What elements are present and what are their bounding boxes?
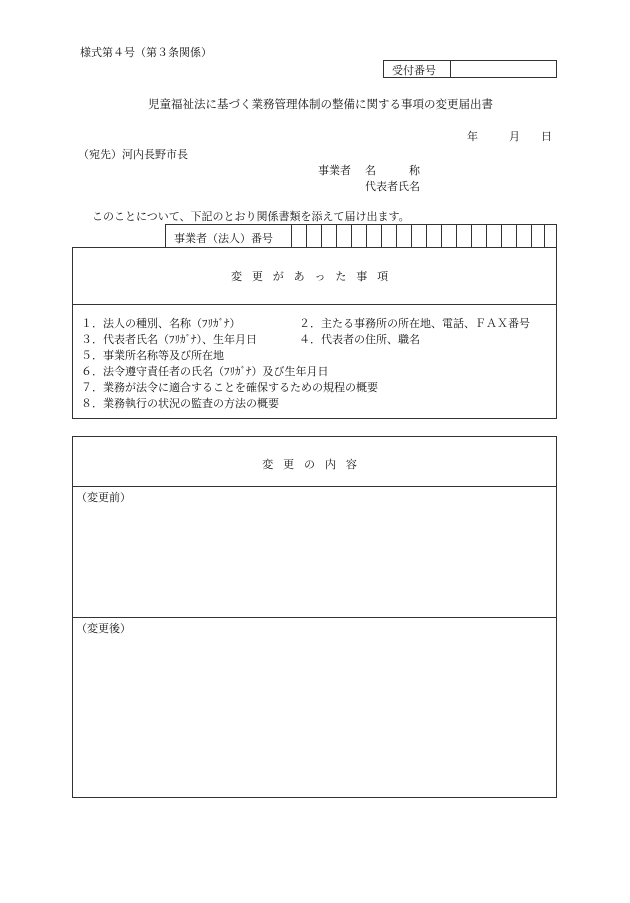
after-label: （変更後） (76, 622, 131, 635)
representative-name-label: 代表者氏名 (365, 180, 420, 193)
intro-text: このことについて、下記のとおり関係書類を添えて届け出ます。 (92, 210, 410, 223)
before-label: （変更前） (76, 491, 131, 504)
receipt-number-label: 受付番号 (392, 64, 436, 77)
change-item-5: ５．事業所名称等及び所在地 (81, 349, 224, 362)
addressee: （宛先）河内長野市長 (78, 148, 188, 161)
date-year: 年 (467, 130, 478, 143)
applicant-name-label: 名 称 (365, 164, 420, 177)
date-day: 日 (541, 130, 552, 143)
change-item-1: １．法人の種別、名称（ﾌﾘｶﾞﾅ） (81, 317, 241, 330)
changed-items-table (72, 247, 557, 419)
corp-number-box (165, 224, 557, 248)
change-content-title: 変更の内容 (262, 458, 367, 471)
changed-items-title: 変更があった事項 (230, 270, 399, 283)
change-content-table (72, 436, 557, 798)
corp-number-label: 事業者（法人）番号 (174, 232, 273, 245)
document-title: 児童福祉法に基づく業務管理体制の整備に関する事項の変更届出書 (148, 97, 493, 111)
change-item-3: ３．代表者氏名（ﾌﾘｶﾞﾅ）、生年月日 (81, 333, 257, 346)
receipt-divider (450, 61, 451, 77)
change-item-2: ２．主たる事務所の所在地、電話、ＦＡＸ番号 (299, 317, 530, 330)
form-number: 様式第４号（第３条関係） (80, 46, 212, 59)
change-item-8: ８．業務執行の状況の監査の方法の概要 (81, 397, 279, 410)
change-item-7: ７．業務が法令に適合することを確保するための規程の概要 (81, 381, 378, 394)
date-month: 月 (509, 130, 520, 143)
change-item-6: ６．法令遵守責任者の氏名（ﾌﾘｶﾞﾅ）及び生年月日 (81, 365, 329, 378)
change-item-4: ４．代表者の住所、職名 (299, 333, 420, 346)
applicant-label: 事業者 (318, 164, 351, 177)
receipt-number-box (383, 60, 557, 78)
